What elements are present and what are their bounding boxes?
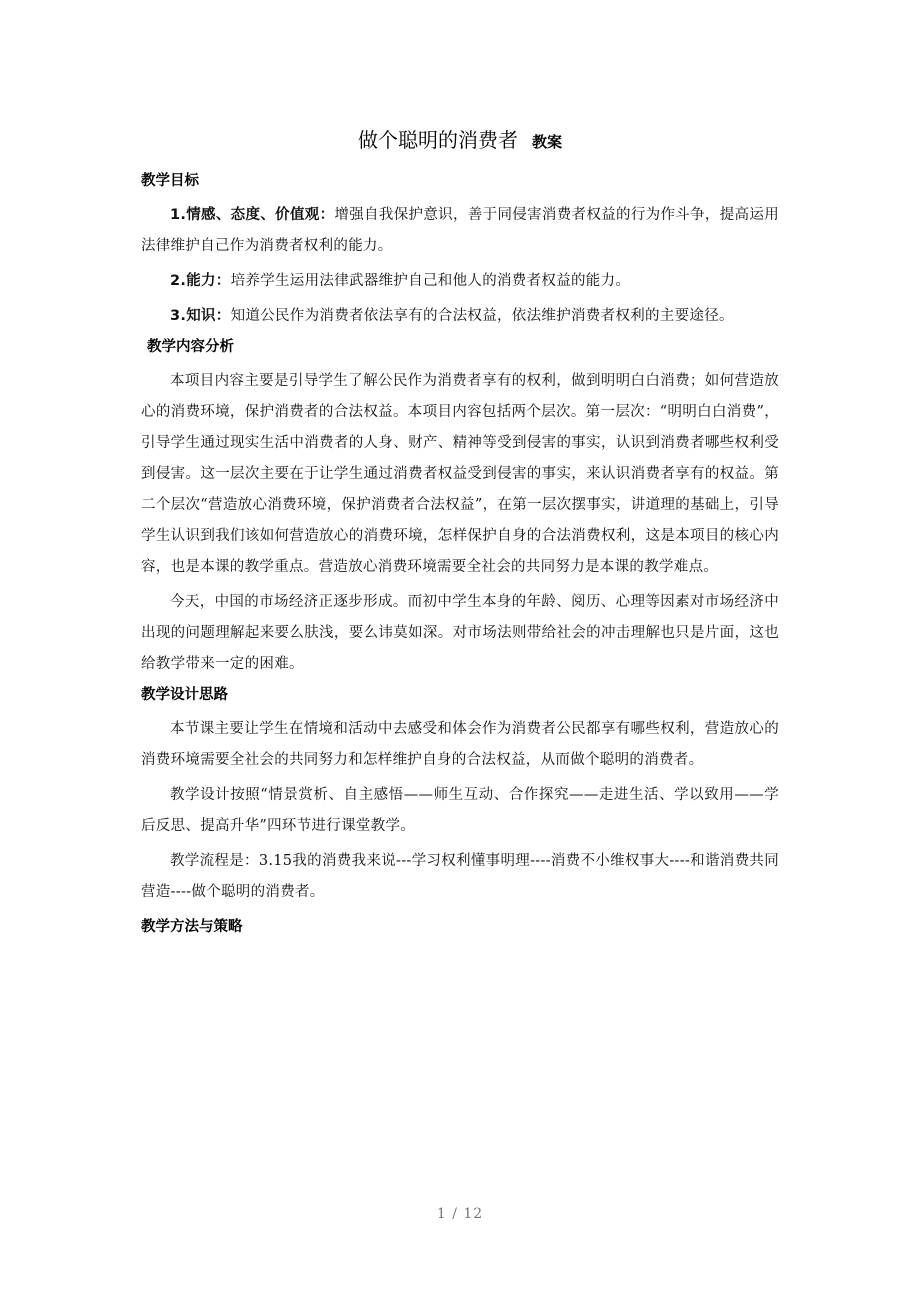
title-sub: 教案 bbox=[531, 133, 562, 151]
paragraph: 本项目内容主要是引导学生了解公民作为消费者享有的权利，做到明明白白消费；如何营造放心的消费环境，保护消费者的合法权益。本项目内容包括两个层次。第一层次：“明明白白消费”，引导学生通过现实生活中消费者的人身、财产、精神等受到侵害的事实，认识到消费者哪些权利受到侵害。这一层次主要在于让学生通过消费者权益受到侵害的事实，来认识消费者享有的权益。第二个层次“营造放心消费环境，保护消费者合法权益”，在第一层次摆事实，讲道理的基础上，引导学生认识到我们该如何营造放心的消费环境，怎样保护自身的合法消费权利，这是本项目的核心内容，也是本课的教学重点。营造放心消费环境需要全社会的共同努力是本课的教学难点。 bbox=[141, 373, 779, 575]
objective-text: 知道公民作为消费者依法享有的合法权益，依法维护消费者权利的主要途径。 bbox=[230, 308, 734, 324]
paragraph: 教学设计按照“情景赏析、自主感悟——师生互动、合作探究——走进生活、学以致用——学后反思、提高升华”四环节进行课堂教学。 bbox=[141, 787, 779, 834]
objective-text: 培养学生运用法律武器维护自己和他人的消费者权益的能力。 bbox=[230, 273, 631, 289]
paragraph: 今天，中国的市场经济正逐步形成。而初中学生本身的年龄、阅历、心理等因素对市场经济中出现的问题理解起来要么肤浅，要么讳莫如深。对市场法则带给社会的冲击理解也只是片面，这也给教学带来一定的困难。 bbox=[141, 594, 779, 672]
page-indicator bbox=[0, 1206, 920, 1222]
section-heading-content-analysis: 教学内容分析 bbox=[147, 339, 234, 355]
title-main: 做个聪明的消费者 bbox=[357, 128, 518, 152]
objective-item bbox=[141, 301, 779, 332]
objective-label: 1.情感、态度、价值观： bbox=[170, 207, 335, 223]
paragraph: 本节课主要让学生在情境和活动中去感受和体会作为消费者公民都享有哪些权利，营造放心的消费环境需要全社会的共同努力和怎样维护自身的合法权益，从而做个聪明的消费者。 bbox=[141, 721, 779, 768]
document-body bbox=[141, 166, 779, 942]
objective-text: 增强自我保护意识，善于同侵害消费者权益的行为作斗争，提高运用法律维护自己作为消费者权利的能力。 bbox=[141, 207, 779, 254]
document-title bbox=[0, 124, 920, 153]
page-separator: / bbox=[452, 1206, 458, 1222]
objective-label: 3.知识： bbox=[170, 308, 231, 324]
page-total: 12 bbox=[463, 1206, 484, 1222]
objective-item bbox=[141, 266, 779, 297]
section-heading-methods: 教学方法与策略 bbox=[141, 919, 243, 935]
section-heading-objectives: 教学目标 bbox=[141, 173, 199, 189]
objective-label: 2.能力： bbox=[170, 273, 231, 289]
paragraph: 教学流程是：3.15我的消费我来说---学习权利懂事明理----消费不小维权事大----和谐消费共同营造----做个聪明的消费者。 bbox=[141, 853, 779, 900]
page-current: 1 bbox=[436, 1206, 447, 1222]
objective-item bbox=[141, 200, 779, 262]
section-heading-design-ideas: 教学设计思路 bbox=[141, 687, 228, 703]
